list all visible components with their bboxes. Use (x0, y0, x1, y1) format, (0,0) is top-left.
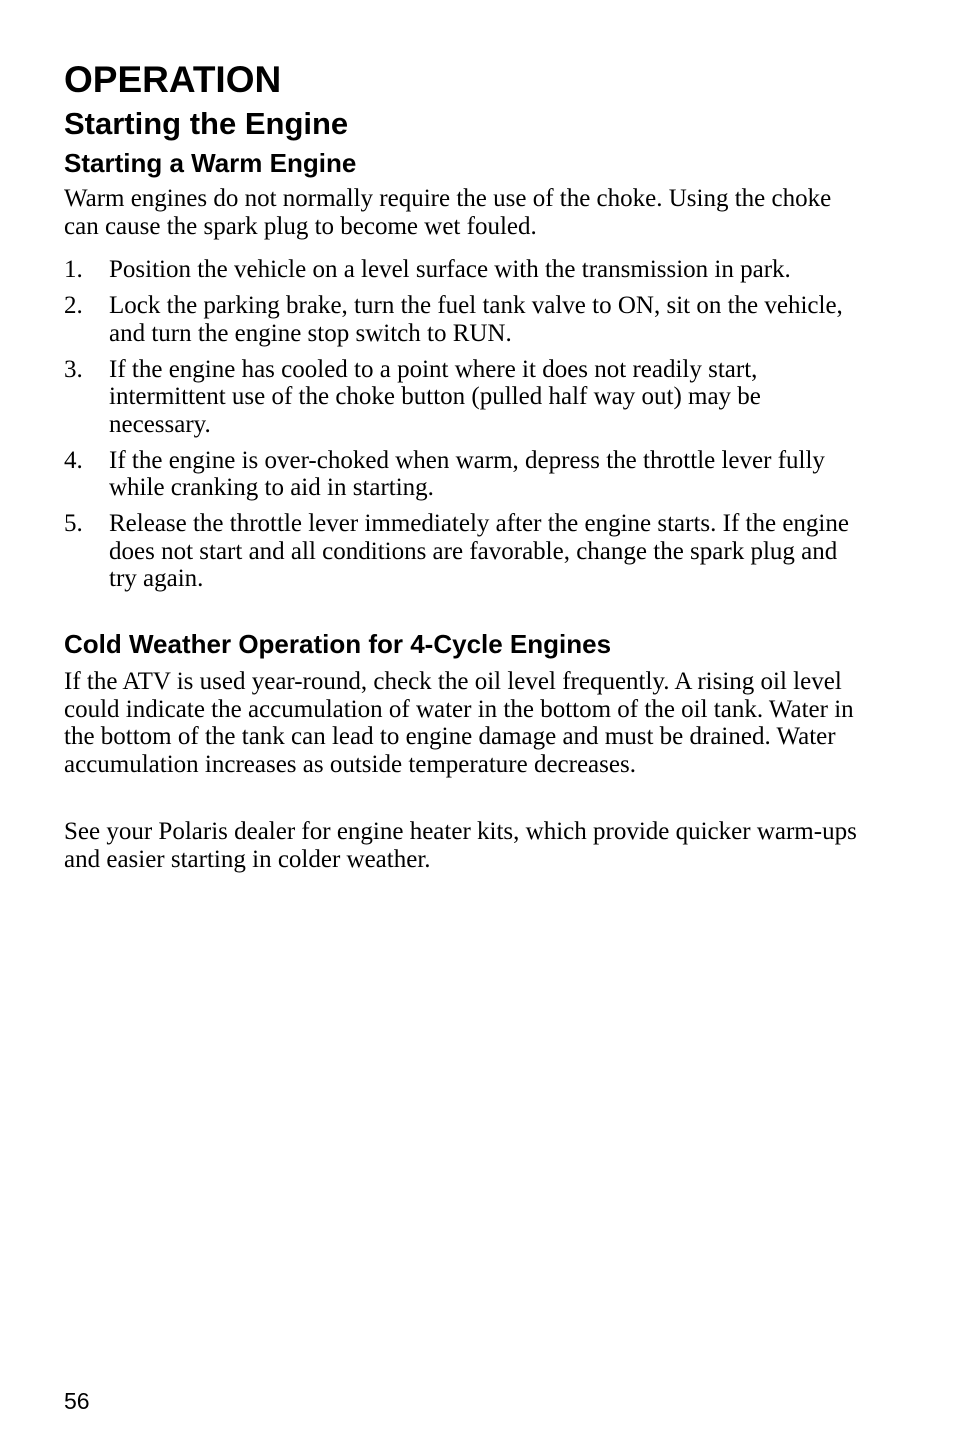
warm-engine-steps (64, 256, 864, 601)
step-item (64, 292, 864, 347)
cold-weather-paragraph-1: If the ATV is used year-round, check the oil level frequently. A rising oil level could indicate the accumulation of water in the bottom of the oil tank. Water in the bottom of the tank can lead to engine damage and must be drained. Water accumulation increases as outside temperature decreases. (64, 668, 854, 778)
step-text: Position the vehicle on a level surface with the transmission in park. (109, 256, 791, 283)
cold-weather-paragraph-2: See your Polaris dealer for engine heater kits, which provide quicker warm-ups and easier starting in colder weather. (64, 818, 857, 873)
step-number: 3. (64, 355, 83, 383)
step-number: 2. (64, 292, 83, 319)
step-text: If the engine has cooled to a point where it does not readily start, intermittent use of the choke button (pulled half way out) may be necessary. (109, 355, 761, 438)
step-item (64, 356, 864, 439)
warm-engine-heading: Starting a Warm Engine (64, 148, 357, 178)
step-item (64, 510, 864, 593)
warm-engine-intro: Warm engines do not normally require the use of the choke. Using the choke can cause the spark plug to become wet fouled. (64, 185, 832, 240)
step-text: If the engine is over-choked when warm, depress the throttle lever fully while cranking to aid in starting. (109, 446, 825, 501)
step-number: 1. (64, 256, 83, 283)
step-number: 5. (64, 510, 83, 537)
step-text: Lock the parking brake, turn the fuel tank valve to ON, sit on the vehicle, and turn the engine stop switch to RUN. (109, 292, 843, 347)
subsection-title: Starting the Engine (64, 106, 349, 141)
step-item (64, 447, 864, 502)
section-title: OPERATION (64, 59, 282, 100)
step-number: 4. (64, 446, 83, 474)
step-text: Release the throttle lever immediately after the engine starts. If the engine does not start and all conditions are favorable, change the spark plug and try again. (109, 510, 849, 592)
page-number: 56 (64, 1388, 90, 1414)
cold-weather-heading: Cold Weather Operation for 4-Cycle Engines (64, 629, 612, 659)
step-item (64, 256, 864, 284)
